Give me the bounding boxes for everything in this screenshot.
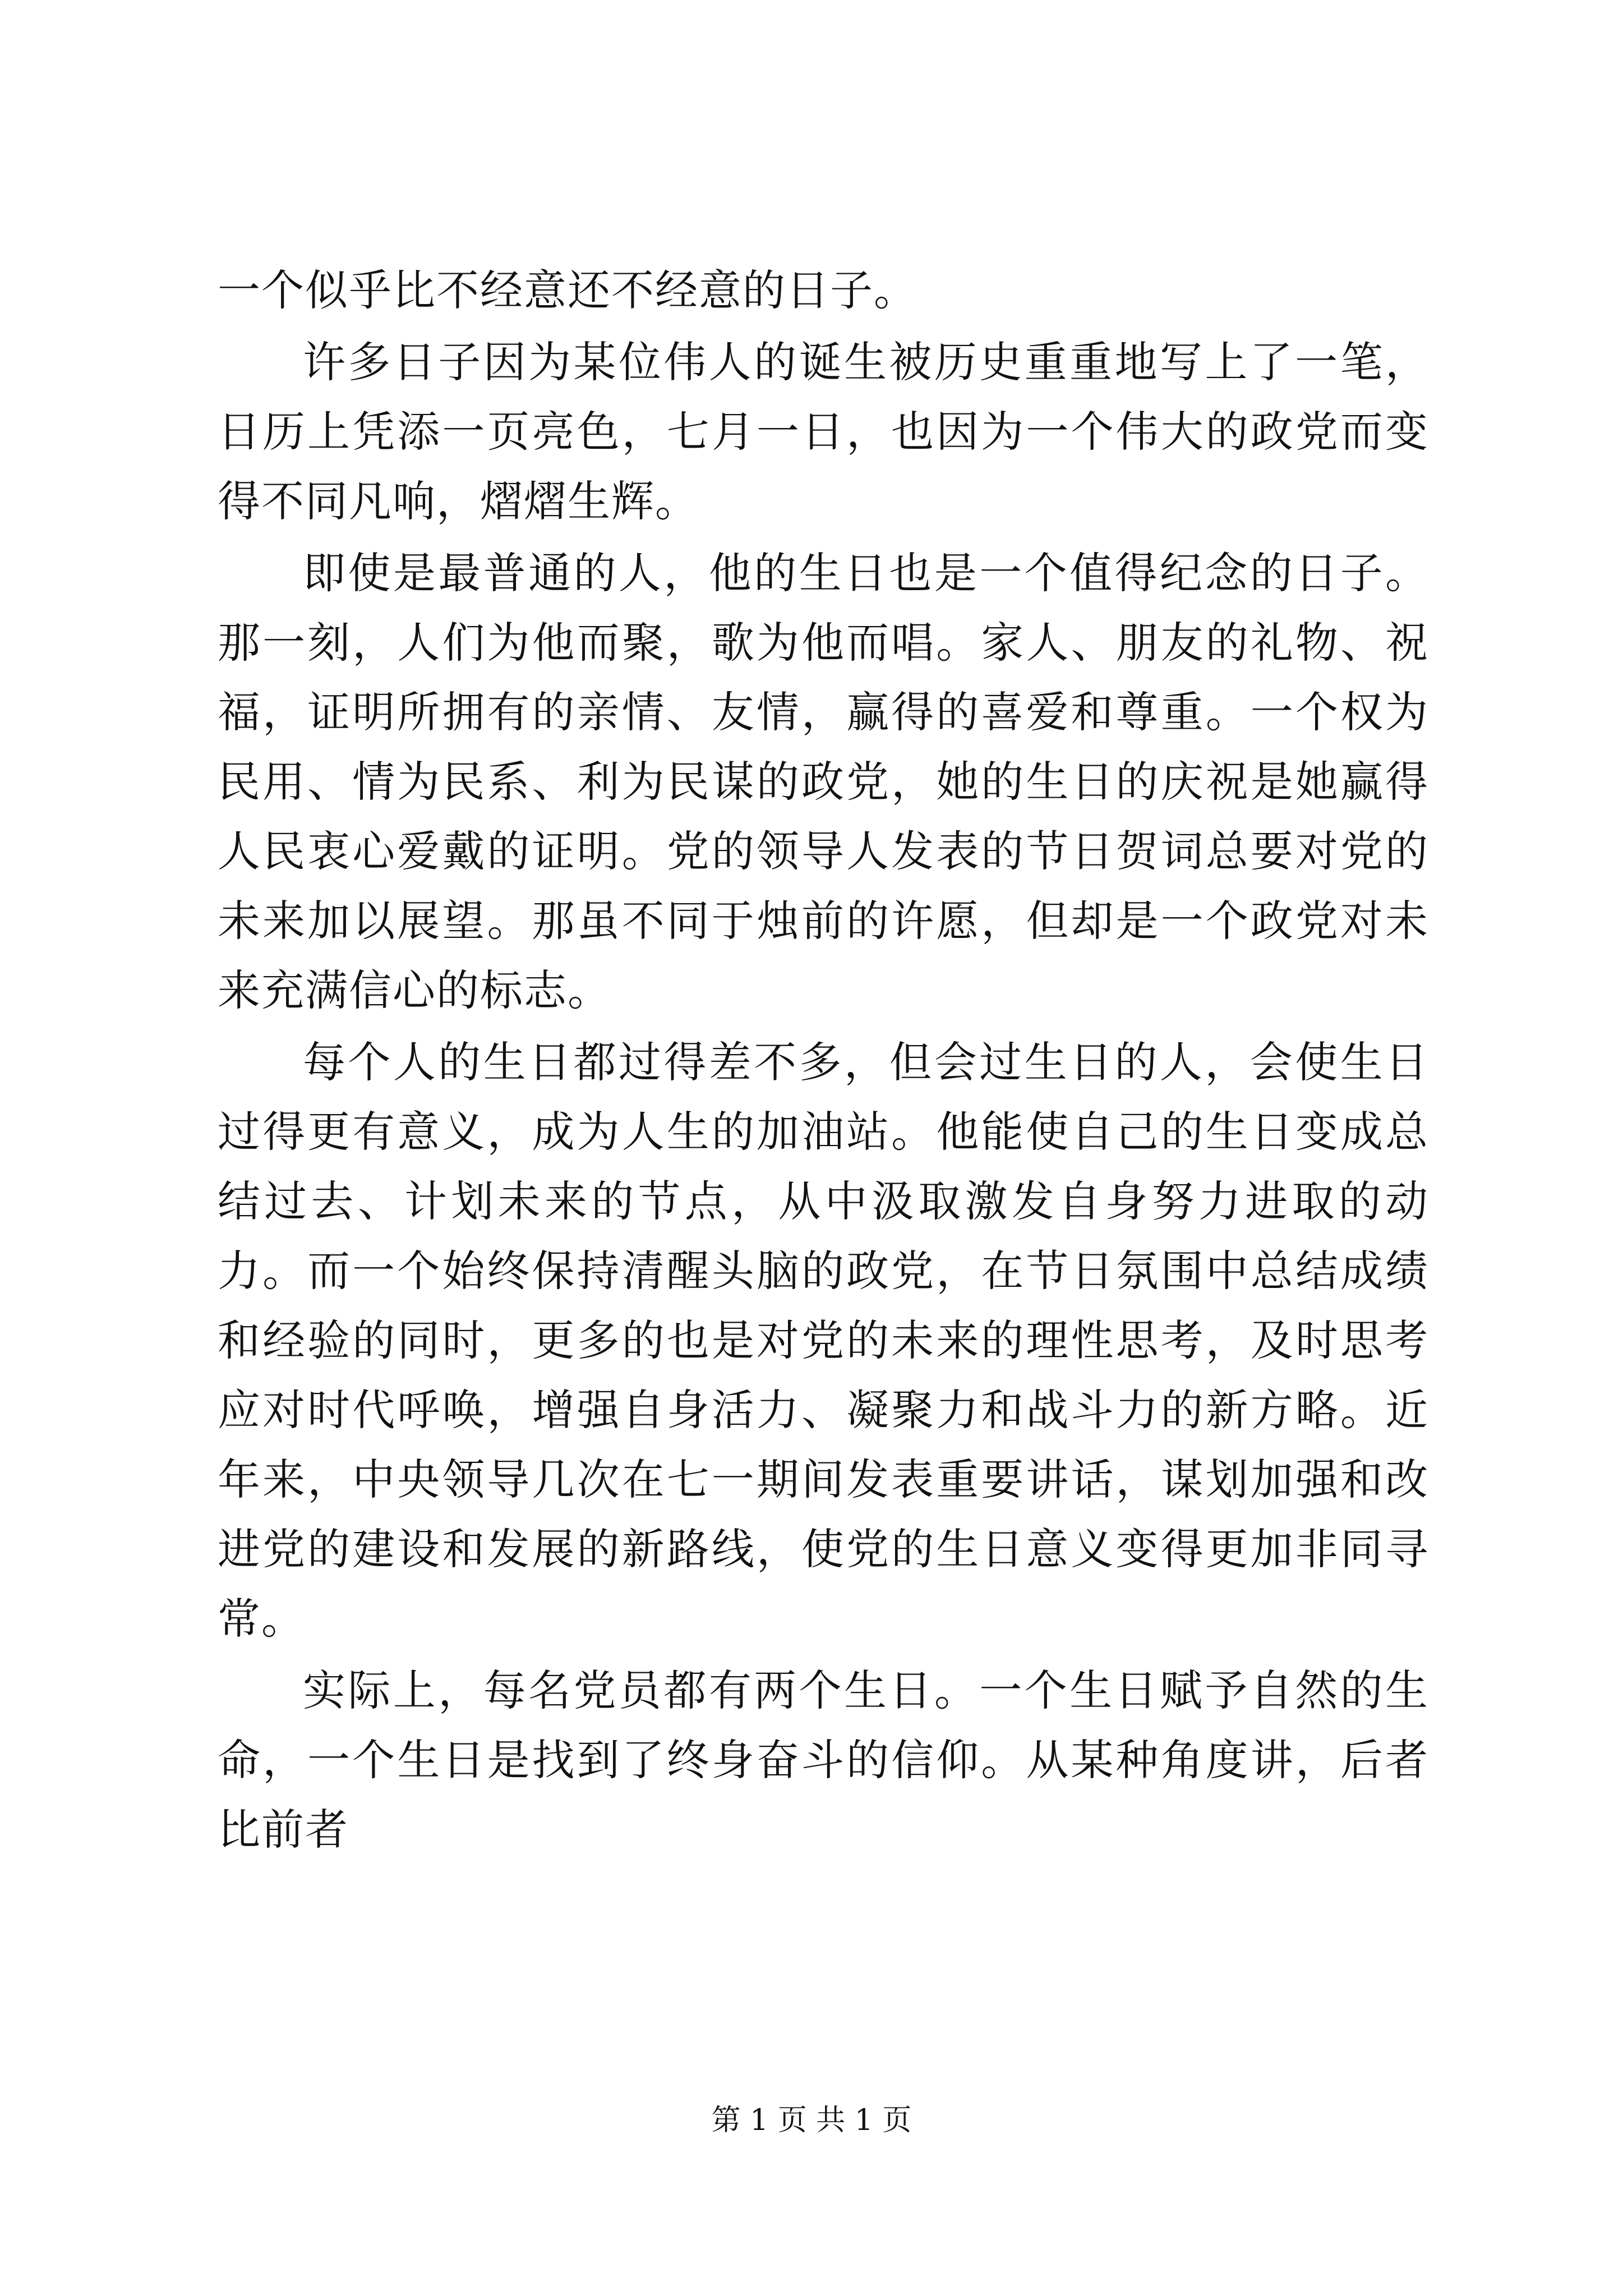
paragraph-1: 一个似乎比不经意还不经意的日子。 [218,265,917,315]
paragraph-2: 许多日子因为某位伟人的诞生被历史重重地写上了一笔，日历上凭添一页亮色，七月一日，也因为一个伟大的政党而变得不同凡响，熠熠生辉。 [218,337,1429,526]
paragraph-5: 实际上，每名党员都有两个生日。一个生日赋予自然的生命，一个生日是找到了终身奋斗的信仰。从某种角度讲，后者比前者 [218,1665,1429,1855]
paragraph-4: 每个人的生日都过得差不多，但会过生日的人，会使生日过得更有意义，成为人生的加油站。他能使自己的生日变成总结过去、计划未来的节点，从中汲取激发自身努力进取的动力。而一个始终保持清醒头脑的政党，在节日氛围中总结成绩和经验的同时，更多的也是对党的未来的理性思考，及时思考应对时代呼唤，增强自身活力、凝聚力和战斗力的新方略。近年来，中央领导几次在七一期间发表重要讲话，谋划加强和改进党的建设和发展的新路线，使党的生日意义变得更加非同寻常。 [218,1037,1429,1644]
paragraph-3: 即使是最普通的人，他的生日也是一个值得纪念的日子。那一刻，人们为他而聚，歌为他而唱。家人、朋友的礼物、祝福，证明所拥有的亲情、友情，赢得的喜爱和尊重。一个权为民用、情为民系、利为民谋的政党，她的生日的庆祝是她赢得人民衷心爱戴的证明。党的领导人发表的节日贺词总要对党的未来加以展望。那虽不同于烛前的许愿，但却是一个政党对未来充满信心的标志。 [218,548,1429,1015]
document-body [218,256,1429,1865]
page-footer: 第 1 页 共 1 页 [711,2104,912,2137]
